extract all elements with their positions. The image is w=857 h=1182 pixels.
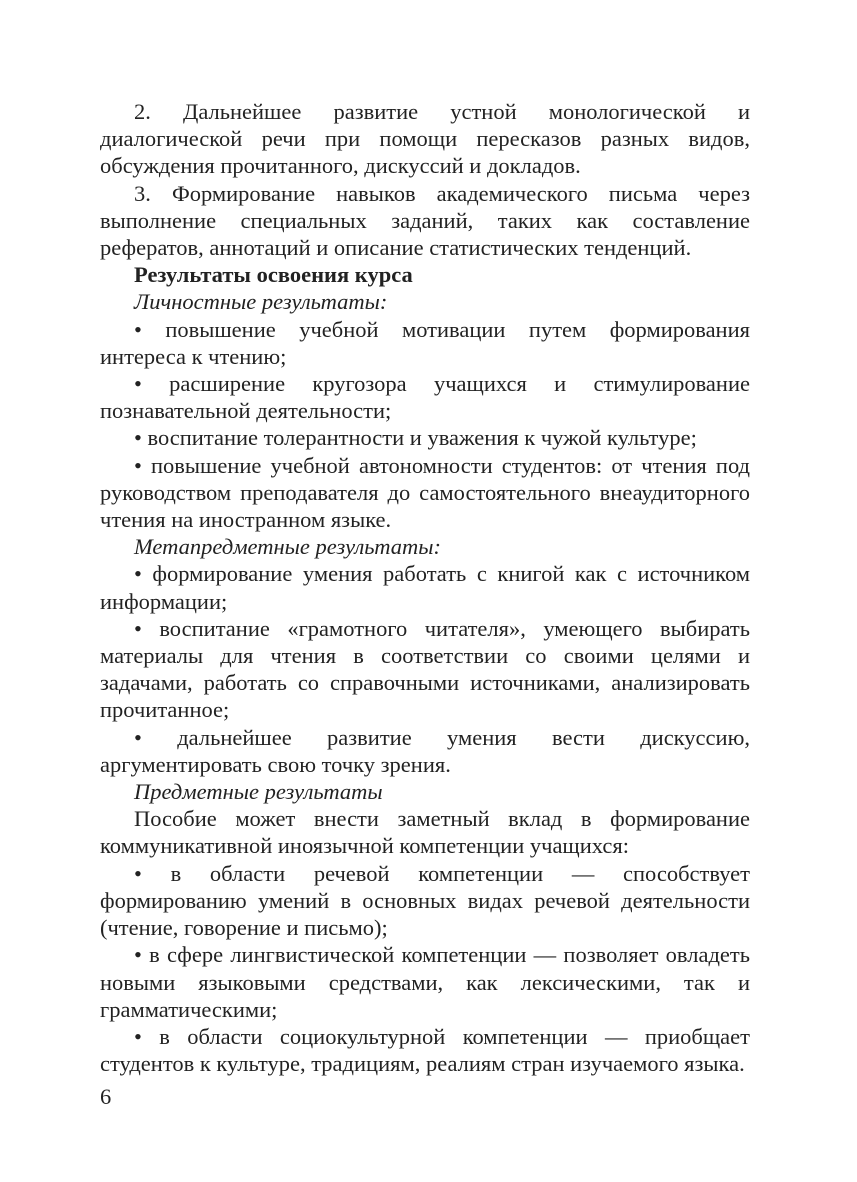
subheading-subject-results: Предметные результаты [134, 779, 383, 805]
list-item: • формирование умения работать с книгой как с источником информации; [100, 561, 750, 614]
section-heading: Результаты освоения курса [134, 262, 413, 288]
list-item: • повышение учебной мотивации путем формирования интереса к чтению; [100, 316, 750, 369]
page-body [100, 98, 750, 1077]
list-item: • воспитание толерантности и уважения к чужой культуре; [134, 425, 697, 451]
paragraph-intro: Пособие может внести заметный вклад в формирование коммуникативной иноязычной компетенции учащихся: [100, 806, 750, 859]
list-item: • воспитание «грамотного читателя», умеющего выбирать материалы для чтения в соответствии со своими целями и задачами, работать со справочными источниками, анализировать прочитанное; [100, 615, 750, 723]
list-item: • в сфере лингвистической компетенции — позволяет овладеть новыми языковыми средствами, как лексическими, так и грамматическими; [100, 942, 750, 1022]
list-item: • дальнейшее развитие умения вести дискуссию, аргументировать свою точку зрения. [100, 724, 750, 777]
paragraph-goal-2: 2. Дальнейшее развитие устной монологической и диалогической речи при помощи пересказов разных видов, обсуждения прочитанного, дискуссий и докладов. [100, 99, 750, 179]
subheading-metasubject-results: Метапредметные результаты: [134, 534, 441, 560]
list-item: • повышение учебной автономности студентов: от чтения под руководством преподавателя до самостоятельного внеаудиторного чтения на иностранном языке. [100, 452, 750, 533]
list-item: • в области социокультурной компетенции — приобщает студентов к культуре, традициям, реалиям стран изучаемого языка. [100, 1023, 750, 1077]
list-item: • расширение кругозора учащихся и стимулирование познавательной деятельности; [100, 371, 750, 424]
list-item: • в области речевой компетенции — способствует формированию умений в основных видах речевой деятельности (чтение, говорение и письмо); [100, 860, 750, 941]
subheading-personal-results: Личностные результаты: [134, 289, 388, 315]
page-number: 6 [100, 1084, 112, 1109]
paragraph-goal-3: 3. Формирование навыков академического письма через выполнение специальных заданий, таких как составление рефератов, аннотаций и описание статистических тенденций. [100, 180, 750, 261]
